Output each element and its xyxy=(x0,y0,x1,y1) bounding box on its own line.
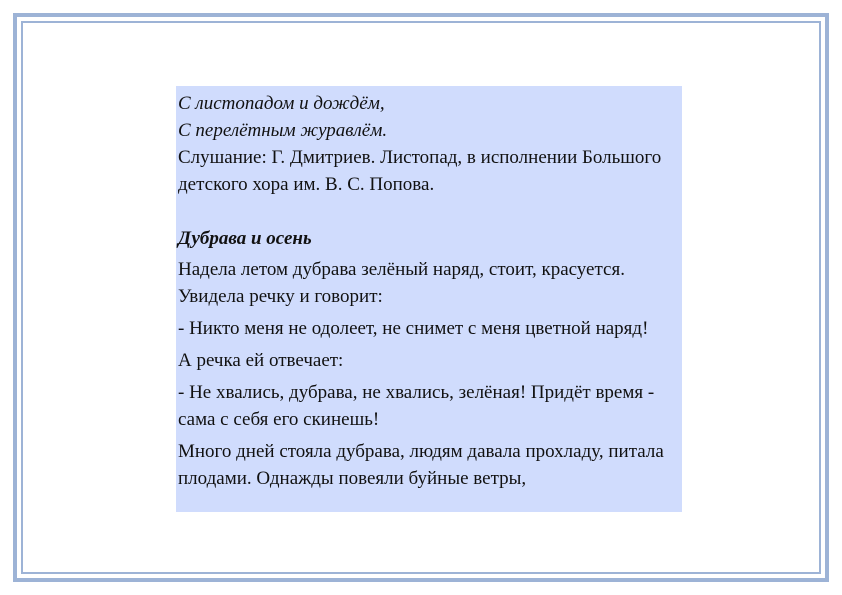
story-paragraph: А речка ей отвечает: xyxy=(178,350,344,371)
poem-line-2: С перелётным журавлём. xyxy=(178,120,388,141)
listening-note: Слушание: Г. Дмитриев. Листопад, в исполнении Большого детского хора им. В. С. Попова. xyxy=(178,147,662,195)
story-paragraph: Надела летом дубрава зелёный наряд, стоит, красуется. Увидела речку и говорит: xyxy=(178,259,625,307)
highlighted-text-block xyxy=(176,86,682,512)
poem-line-1: С листопадом и дождём, xyxy=(178,93,385,114)
story-title: Дубрава и осень xyxy=(178,228,312,249)
story-paragraph: - Никто меня не одолеет, не снимет с меня цветной наряд! xyxy=(178,318,649,339)
story-paragraph: Много дней стояла дубрава, людям давала прохладу, питала плодами. Однажды повеяли буйные ветры, xyxy=(178,441,664,489)
story-paragraph: - Не хвались, дубрава, не хвались, зелёная! Придёт время - сама с себя его скинешь! xyxy=(178,382,655,430)
